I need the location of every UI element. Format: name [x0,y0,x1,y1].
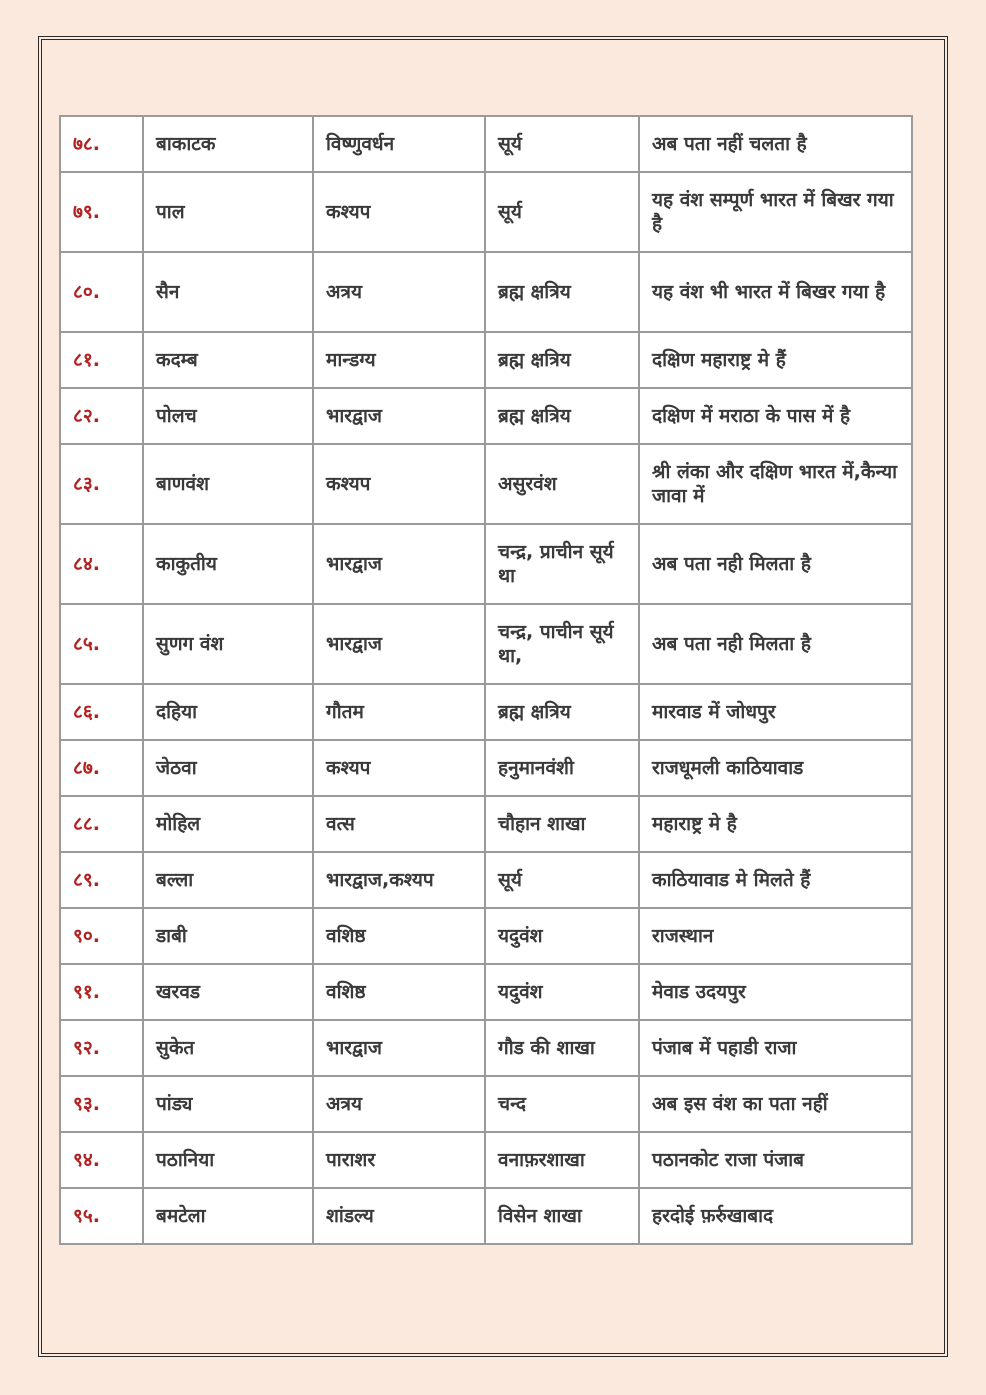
note: महाराष्ट्र मे है [639,796,912,852]
gotra: अत्रय [313,1076,485,1132]
dynasty-name: सैन [143,252,313,332]
gotra: विष्णुवर्धन [313,116,485,172]
gotra: पाराशर [313,1132,485,1188]
note: राजस्थान [639,908,912,964]
lineage: यदुवंश [485,964,639,1020]
dynasty-name: मोहिल [143,796,313,852]
row-number: ८६. [60,684,143,740]
lineage: ब्रह्म क्षत्रिय [485,252,639,332]
dynasty-name: काकुतीय [143,524,313,604]
lineage: सूर्य [485,172,639,252]
lineage: यदुवंश [485,908,639,964]
note: पठानकोट राजा पंजाब [639,1132,912,1188]
lineage: ब्रह्म क्षत्रिय [485,684,639,740]
row-number: ९४. [60,1132,143,1188]
lineage: चन्द [485,1076,639,1132]
dynasty-name: बल्ला [143,852,313,908]
table-row [60,172,912,252]
note: अब इस वंश का पता नहीं [639,1076,912,1132]
note: हरदोई फ़र्रुखाबाद [639,1188,912,1244]
table-row [60,1020,912,1076]
note: दक्षिण महाराष्ट्र मे हैं [639,332,912,388]
lineage: ब्रह्म क्षत्रिय [485,388,639,444]
dynasty-name: दहिया [143,684,313,740]
lineage: सूर्य [485,852,639,908]
dynasty-name: पांड्य [143,1076,313,1132]
dynasty-name: पोलच [143,388,313,444]
row-number: ८१. [60,332,143,388]
table-row [60,388,912,444]
table-row [60,796,912,852]
dynasty-name: सुणग वंश [143,604,313,684]
note: यह वंश भी भारत में बिखर गया है [639,252,912,332]
lineage: विसेन शाखा [485,1188,639,1244]
dynasty-name: बाकाटक [143,116,313,172]
lineage: वनाफ़रशाखा [485,1132,639,1188]
lineage: असुरवंश [485,444,639,524]
table-row [60,908,912,964]
row-number: ८०. [60,252,143,332]
table-row [60,740,912,796]
note: मारवाड में जोधपुर [639,684,912,740]
gotra: गौतम [313,684,485,740]
note: दक्षिण में मराठा के पास में है [639,388,912,444]
table-row [60,852,912,908]
note: अब पता नहीं चलता है [639,116,912,172]
gotra: कश्यप [313,172,485,252]
lineage: हनुमानवंशी [485,740,639,796]
row-number: ९५. [60,1188,143,1244]
note: काठियावाड मे मिलते हैं [639,852,912,908]
dynasty-name: पठानिया [143,1132,313,1188]
gotra: कश्यप [313,444,485,524]
table-row [60,444,912,524]
gotra: भारद्वाज [313,524,485,604]
gotra: कश्यप [313,740,485,796]
row-number: ९१. [60,964,143,1020]
table-row [60,332,912,388]
note: अब पता नही मिलता है [639,604,912,684]
gotra: वशिष्ठ [313,908,485,964]
dynasty-name: बमटेला [143,1188,313,1244]
table-row [60,252,912,332]
lineage: चौहान शाखा [485,796,639,852]
gotra: शांडल्य [313,1188,485,1244]
gotra: भारद्वाज,कश्यप [313,852,485,908]
table-row [60,524,912,604]
table-row [60,684,912,740]
dynasty-name: डाबी [143,908,313,964]
lineage: चन्द्र, पाचीन सूर्य था, [485,604,639,684]
lineage: ब्रह्म क्षत्रिय [485,332,639,388]
lineage: सूर्य [485,116,639,172]
note: मेवाड उदयपुर [639,964,912,1020]
dynasty-name: बाणवंश [143,444,313,524]
gotra: भारद्वाज [313,604,485,684]
row-number: ८५. [60,604,143,684]
note: श्री लंका और दक्षिण भारत में,कैन्या जावा में [639,444,912,524]
gotra: वशिष्ठ [313,964,485,1020]
dynasty-name: कदम्ब [143,332,313,388]
dynasty-name: खरवड [143,964,313,1020]
table-row [60,116,912,172]
row-number: ८४. [60,524,143,604]
dynasty-name: पाल [143,172,313,252]
dynasty-name: जेठवा [143,740,313,796]
row-number: ७८. [60,116,143,172]
gotra: मान्डग्य [313,332,485,388]
row-number: ७९. [60,172,143,252]
note: अब पता नही मिलता है [639,524,912,604]
lineage: गौड की शाखा [485,1020,639,1076]
row-number: ८७. [60,740,143,796]
dynasty-table [59,115,913,1245]
gotra: भारद्वाज [313,388,485,444]
table-row [60,1132,912,1188]
lineage: चन्द्र, प्राचीन सूर्य था [485,524,639,604]
gotra: भारद्वाज [313,1020,485,1076]
table-row [60,964,912,1020]
row-number: ८२. [60,388,143,444]
row-number: ८९. [60,852,143,908]
row-number: ८८. [60,796,143,852]
gotra: वत्स [313,796,485,852]
table-row [60,1076,912,1132]
table-row [60,1188,912,1244]
table-row [60,604,912,684]
note: पंजाब में पहाडी राजा [639,1020,912,1076]
row-number: ९३. [60,1076,143,1132]
gotra: अत्रय [313,252,485,332]
note: यह वंश सम्पूर्ण भारत में बिखर गया है [639,172,912,252]
row-number: ८३. [60,444,143,524]
note: राजधूमली काठियावाड [639,740,912,796]
row-number: ९०. [60,908,143,964]
dynasty-name: सुकेत [143,1020,313,1076]
row-number: ९२. [60,1020,143,1076]
